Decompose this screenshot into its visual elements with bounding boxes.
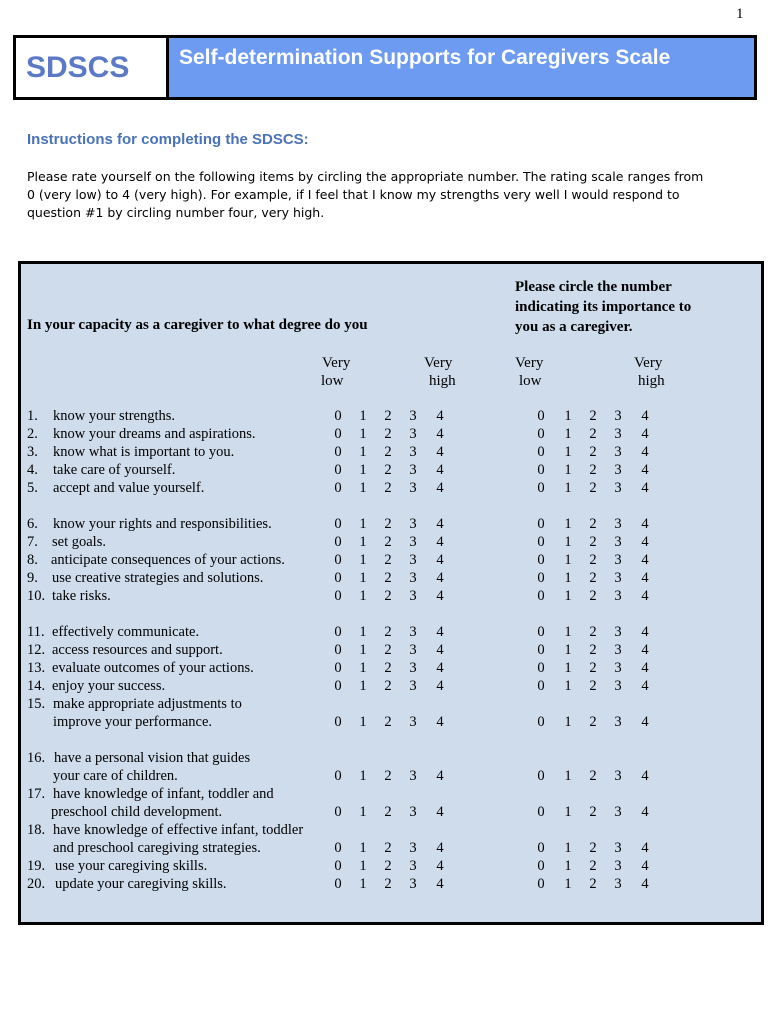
importance-option[interactable]: 2 bbox=[589, 876, 597, 892]
degree-option[interactable]: 1 bbox=[359, 876, 367, 892]
item-text: and preschool caregiving strategies. bbox=[53, 840, 261, 856]
degree-option[interactable]: 3 bbox=[409, 408, 417, 424]
importance-option[interactable]: 1 bbox=[564, 624, 572, 640]
degree-option[interactable]: 2 bbox=[384, 444, 392, 460]
importance-option[interactable]: 1 bbox=[564, 714, 572, 730]
degree-option[interactable]: 4 bbox=[436, 876, 444, 892]
importance-option[interactable]: 0 bbox=[537, 480, 545, 496]
importance-option[interactable]: 1 bbox=[564, 588, 572, 604]
degree-option[interactable]: 4 bbox=[436, 552, 444, 568]
degree-option[interactable]: 3 bbox=[409, 480, 417, 496]
degree-option[interactable]: 0 bbox=[334, 642, 342, 658]
item-number: 13. bbox=[27, 660, 46, 676]
importance-option[interactable]: 1 bbox=[564, 534, 572, 550]
importance-option[interactable]: 3 bbox=[614, 534, 622, 550]
importance-option[interactable]: 2 bbox=[589, 462, 597, 478]
item-text: have knowledge of effective infant, toddler bbox=[53, 822, 304, 838]
item-text: anticipate consequences of your actions. bbox=[51, 552, 285, 568]
item-text: use creative strategies and solutions. bbox=[52, 570, 264, 586]
scale-high-word: high bbox=[429, 373, 456, 389]
degree-option[interactable]: 1 bbox=[359, 804, 367, 820]
degree-option[interactable]: 4 bbox=[436, 678, 444, 694]
degree-option[interactable]: 1 bbox=[359, 714, 367, 730]
item-number: 4. bbox=[27, 462, 38, 478]
importance-option[interactable]: 1 bbox=[564, 570, 572, 586]
importance-option[interactable]: 2 bbox=[589, 408, 597, 424]
importance-option[interactable]: 1 bbox=[564, 678, 572, 694]
importance-option[interactable]: 2 bbox=[589, 678, 597, 694]
importance-option[interactable]: 4 bbox=[641, 678, 649, 694]
item-number: 8. bbox=[27, 552, 38, 568]
importance-option[interactable]: 3 bbox=[614, 570, 622, 586]
instructions-line: question #1 by circling number four, very high. bbox=[27, 205, 325, 220]
scale-low-word: Very bbox=[322, 355, 351, 371]
degree-option[interactable]: 3 bbox=[409, 660, 417, 676]
degree-option[interactable]: 1 bbox=[359, 624, 367, 640]
scale-high-word: Very bbox=[634, 355, 663, 371]
degree-option[interactable]: 3 bbox=[409, 588, 417, 604]
importance-option[interactable]: 0 bbox=[537, 462, 545, 478]
degree-option[interactable]: 2 bbox=[384, 426, 392, 442]
degree-option[interactable]: 4 bbox=[436, 480, 444, 496]
degree-option[interactable]: 1 bbox=[359, 534, 367, 550]
importance-option[interactable]: 0 bbox=[537, 570, 545, 586]
importance-option[interactable]: 0 bbox=[537, 804, 545, 820]
degree-option[interactable]: 2 bbox=[384, 642, 392, 658]
degree-option[interactable]: 1 bbox=[359, 480, 367, 496]
degree-option[interactable]: 1 bbox=[359, 588, 367, 604]
scale-low-word: Very bbox=[515, 355, 544, 371]
degree-option[interactable]: 2 bbox=[384, 570, 392, 586]
degree-option[interactable]: 4 bbox=[436, 516, 444, 532]
degree-option[interactable]: 1 bbox=[359, 444, 367, 460]
degree-option[interactable]: 0 bbox=[334, 444, 342, 460]
header-title: Self-determination Supports for Caregivers Scale bbox=[169, 38, 754, 97]
item-text: know what is important to you. bbox=[53, 444, 235, 460]
degree-option[interactable]: 3 bbox=[409, 462, 417, 478]
importance-option[interactable]: 2 bbox=[589, 588, 597, 604]
importance-option[interactable]: 2 bbox=[589, 444, 597, 460]
importance-option[interactable]: 3 bbox=[614, 678, 622, 694]
importance-option[interactable]: 2 bbox=[589, 714, 597, 730]
importance-option[interactable]: 1 bbox=[564, 552, 572, 568]
degree-option[interactable]: 3 bbox=[409, 534, 417, 550]
importance-option[interactable]: 3 bbox=[614, 624, 622, 640]
importance-option[interactable]: 3 bbox=[614, 516, 622, 532]
degree-option[interactable]: 2 bbox=[384, 804, 392, 820]
item-number: 7. bbox=[27, 534, 38, 550]
item-text: have knowledge of infant, toddler and bbox=[53, 786, 274, 802]
importance-option[interactable]: 3 bbox=[614, 804, 622, 820]
item-number: 15. bbox=[27, 696, 46, 712]
degree-option[interactable]: 1 bbox=[359, 642, 367, 658]
degree-option[interactable]: 4 bbox=[436, 462, 444, 478]
degree-option[interactable]: 2 bbox=[384, 678, 392, 694]
degree-option[interactable]: 4 bbox=[436, 588, 444, 604]
degree-option[interactable]: 2 bbox=[384, 840, 392, 856]
importance-option[interactable]: 1 bbox=[564, 804, 572, 820]
importance-option[interactable]: 2 bbox=[589, 858, 597, 874]
item-text: make appropriate adjustments to bbox=[53, 696, 242, 712]
importance-option[interactable]: 3 bbox=[614, 840, 622, 856]
scale-low-label-degree bbox=[321, 354, 350, 390]
degree-option[interactable]: 3 bbox=[409, 642, 417, 658]
degree-option[interactable]: 0 bbox=[334, 462, 342, 478]
importance-option[interactable]: 4 bbox=[641, 516, 649, 532]
importance-option[interactable]: 4 bbox=[641, 408, 649, 424]
degree-option[interactable]: 0 bbox=[334, 768, 342, 784]
degree-option[interactable]: 0 bbox=[334, 660, 342, 676]
item-text: evaluate outcomes of your actions. bbox=[52, 660, 254, 676]
degree-option[interactable]: 1 bbox=[359, 858, 367, 874]
importance-option[interactable]: 2 bbox=[589, 768, 597, 784]
importance-option[interactable]: 3 bbox=[614, 642, 622, 658]
importance-heading bbox=[515, 277, 691, 337]
item-number: 20. bbox=[27, 876, 46, 892]
degree-option[interactable]: 4 bbox=[436, 660, 444, 676]
importance-option[interactable]: 3 bbox=[614, 714, 622, 730]
scale-low-word: low bbox=[321, 373, 344, 389]
importance-option[interactable]: 3 bbox=[614, 408, 622, 424]
degree-option[interactable]: 0 bbox=[334, 840, 342, 856]
degree-option[interactable]: 2 bbox=[384, 858, 392, 874]
importance-option[interactable]: 1 bbox=[564, 426, 572, 442]
importance-option[interactable]: 0 bbox=[537, 858, 545, 874]
degree-option[interactable]: 1 bbox=[359, 678, 367, 694]
degree-option[interactable]: 2 bbox=[384, 552, 392, 568]
importance-option[interactable]: 1 bbox=[564, 642, 572, 658]
degree-option[interactable]: 3 bbox=[409, 570, 417, 586]
item-number: 3. bbox=[27, 444, 38, 460]
degree-option[interactable]: 1 bbox=[359, 426, 367, 442]
degree-option[interactable]: 4 bbox=[436, 858, 444, 874]
degree-option[interactable]: 1 bbox=[359, 462, 367, 478]
degree-option[interactable]: 4 bbox=[436, 570, 444, 586]
degree-option[interactable]: 1 bbox=[359, 516, 367, 532]
item-text: accept and value yourself. bbox=[53, 480, 205, 496]
degree-option[interactable]: 0 bbox=[334, 516, 342, 532]
degree-option[interactable]: 3 bbox=[409, 858, 417, 874]
degree-option[interactable]: 1 bbox=[359, 768, 367, 784]
item-text: know your dreams and aspirations. bbox=[53, 426, 256, 442]
degree-option[interactable]: 3 bbox=[409, 426, 417, 442]
item-number: 11. bbox=[27, 624, 45, 640]
importance-option[interactable]: 4 bbox=[641, 480, 649, 496]
degree-option[interactable]: 0 bbox=[334, 534, 342, 550]
importance-option[interactable]: 0 bbox=[537, 624, 545, 640]
degree-option[interactable]: 3 bbox=[409, 678, 417, 694]
degree-option[interactable]: 0 bbox=[334, 714, 342, 730]
importance-option[interactable]: 2 bbox=[589, 534, 597, 550]
importance-option[interactable]: 0 bbox=[537, 768, 545, 784]
importance-option[interactable]: 0 bbox=[537, 444, 545, 460]
degree-option[interactable]: 4 bbox=[436, 534, 444, 550]
scale-high-label-importance bbox=[634, 354, 665, 390]
degree-option[interactable]: 4 bbox=[436, 840, 444, 856]
importance-option[interactable]: 2 bbox=[589, 642, 597, 658]
importance-option[interactable]: 4 bbox=[641, 858, 649, 874]
importance-option[interactable]: 2 bbox=[589, 840, 597, 856]
item-text: know your rights and responsibilities. bbox=[53, 516, 272, 532]
importance-option[interactable]: 2 bbox=[589, 624, 597, 640]
degree-option[interactable]: 0 bbox=[334, 588, 342, 604]
importance-option[interactable]: 0 bbox=[537, 516, 545, 532]
importance-option[interactable]: 2 bbox=[589, 660, 597, 676]
importance-option[interactable]: 1 bbox=[564, 408, 572, 424]
degree-option[interactable]: 4 bbox=[436, 804, 444, 820]
scale-high-word: high bbox=[638, 373, 665, 389]
degree-option[interactable]: 3 bbox=[409, 516, 417, 532]
degree-option[interactable]: 3 bbox=[409, 552, 417, 568]
item-number: 19. bbox=[27, 858, 46, 874]
degree-option[interactable]: 0 bbox=[334, 804, 342, 820]
importance-option[interactable]: 4 bbox=[641, 570, 649, 586]
item-text: effectively communicate. bbox=[52, 624, 200, 640]
degree-option[interactable]: 2 bbox=[384, 588, 392, 604]
importance-option[interactable]: 1 bbox=[564, 462, 572, 478]
importance-option[interactable]: 2 bbox=[589, 804, 597, 820]
importance-option[interactable]: 1 bbox=[564, 840, 572, 856]
instructions-line: 0 (very low) to 4 (very high). For example, if I feel that I know my strengths very well I would respond to bbox=[27, 187, 680, 202]
degree-option[interactable]: 0 bbox=[334, 480, 342, 496]
item-number: 12. bbox=[27, 642, 46, 658]
importance-option[interactable]: 0 bbox=[537, 552, 545, 568]
importance-option[interactable]: 4 bbox=[641, 624, 649, 640]
importance-option[interactable]: 0 bbox=[537, 408, 545, 424]
item-number: 5. bbox=[27, 480, 38, 496]
item-number: 9. bbox=[27, 570, 38, 586]
importance-option[interactable]: 4 bbox=[641, 462, 649, 478]
degree-option[interactable]: 3 bbox=[409, 444, 417, 460]
degree-option[interactable]: 2 bbox=[384, 462, 392, 478]
importance-option[interactable]: 2 bbox=[589, 552, 597, 568]
item-text: have a personal vision that guides bbox=[54, 750, 251, 766]
degree-option[interactable]: 2 bbox=[384, 714, 392, 730]
degree-option[interactable]: 4 bbox=[436, 768, 444, 784]
importance-option[interactable]: 1 bbox=[564, 768, 572, 784]
item-number: 17. bbox=[27, 786, 46, 802]
item-text: use your caregiving skills. bbox=[55, 858, 208, 874]
item-number: 18. bbox=[27, 822, 46, 838]
degree-option[interactable]: 0 bbox=[334, 678, 342, 694]
item-text: your care of children. bbox=[53, 768, 178, 784]
importance-option[interactable]: 4 bbox=[641, 876, 649, 892]
degree-option[interactable]: 4 bbox=[436, 714, 444, 730]
degree-option[interactable]: 0 bbox=[334, 408, 342, 424]
item-text: preschool child development. bbox=[51, 804, 223, 820]
scale-high-word: Very bbox=[424, 355, 453, 371]
degree-option[interactable]: 1 bbox=[359, 408, 367, 424]
importance-option[interactable]: 3 bbox=[614, 480, 622, 496]
importance-option[interactable]: 4 bbox=[641, 642, 649, 658]
item-text: update your caregiving skills. bbox=[55, 876, 227, 892]
importance-option[interactable]: 2 bbox=[589, 570, 597, 586]
degree-option[interactable]: 3 bbox=[409, 876, 417, 892]
item-text: access resources and support. bbox=[52, 642, 223, 658]
importance-heading-line: indicating its importance to bbox=[515, 299, 692, 315]
importance-option[interactable]: 0 bbox=[537, 714, 545, 730]
importance-option[interactable]: 1 bbox=[564, 660, 572, 676]
importance-option[interactable]: 0 bbox=[537, 876, 545, 892]
importance-option[interactable]: 3 bbox=[614, 426, 622, 442]
importance-option[interactable]: 3 bbox=[614, 876, 622, 892]
degree-option[interactable]: 3 bbox=[409, 714, 417, 730]
degree-option[interactable]: 4 bbox=[436, 642, 444, 658]
item-number: 14. bbox=[27, 678, 46, 694]
item-text: take risks. bbox=[52, 588, 111, 604]
degree-option[interactable]: 2 bbox=[384, 480, 392, 496]
importance-option[interactable]: 4 bbox=[641, 768, 649, 784]
importance-heading-line: you as a caregiver. bbox=[515, 319, 633, 335]
importance-option[interactable]: 2 bbox=[589, 516, 597, 532]
degree-option[interactable]: 2 bbox=[384, 876, 392, 892]
degree-option[interactable]: 1 bbox=[359, 552, 367, 568]
instructions-line: Please rate yourself on the following items by circling the appropriate number. The rating scale ranges from bbox=[27, 169, 704, 184]
importance-option[interactable]: 2 bbox=[589, 426, 597, 442]
instructions-text bbox=[27, 168, 727, 222]
importance-heading-line: Please circle the number bbox=[515, 279, 672, 295]
importance-option[interactable]: 4 bbox=[641, 804, 649, 820]
importance-option[interactable]: 3 bbox=[614, 660, 622, 676]
item-text: take care of yourself. bbox=[53, 462, 176, 478]
importance-option[interactable]: 4 bbox=[641, 588, 649, 604]
importance-option[interactable]: 3 bbox=[614, 588, 622, 604]
degree-option[interactable]: 2 bbox=[384, 660, 392, 676]
importance-option[interactable]: 0 bbox=[537, 534, 545, 550]
header-acronym: SDSCS bbox=[16, 38, 169, 97]
importance-option[interactable]: 4 bbox=[641, 552, 649, 568]
degree-option[interactable]: 4 bbox=[436, 408, 444, 424]
degree-option[interactable]: 2 bbox=[384, 534, 392, 550]
importance-option[interactable]: 1 bbox=[564, 480, 572, 496]
degree-option[interactable]: 2 bbox=[384, 408, 392, 424]
importance-option[interactable]: 1 bbox=[564, 516, 572, 532]
scale-high-label-degree bbox=[424, 354, 456, 390]
importance-option[interactable]: 3 bbox=[614, 444, 622, 460]
importance-option[interactable]: 4 bbox=[641, 660, 649, 676]
importance-option[interactable]: 3 bbox=[614, 768, 622, 784]
item-number: 16. bbox=[27, 750, 46, 766]
degree-option[interactable]: 4 bbox=[436, 624, 444, 640]
degree-option[interactable]: 3 bbox=[409, 840, 417, 856]
degree-option[interactable]: 0 bbox=[334, 876, 342, 892]
degree-option[interactable]: 2 bbox=[384, 768, 392, 784]
importance-option[interactable]: 4 bbox=[641, 444, 649, 460]
item-text: know your strengths. bbox=[53, 408, 176, 424]
header-box bbox=[13, 35, 757, 100]
item-text: improve your performance. bbox=[53, 714, 213, 730]
importance-option[interactable]: 4 bbox=[641, 840, 649, 856]
importance-option[interactable]: 1 bbox=[564, 858, 572, 874]
importance-option[interactable]: 0 bbox=[537, 660, 545, 676]
degree-option[interactable]: 4 bbox=[436, 444, 444, 460]
degree-option[interactable]: 3 bbox=[409, 804, 417, 820]
importance-option[interactable]: 3 bbox=[614, 552, 622, 568]
item-text: set goals. bbox=[52, 534, 106, 550]
degree-option[interactable]: 0 bbox=[334, 426, 342, 442]
degree-option[interactable]: 0 bbox=[334, 552, 342, 568]
item-text: enjoy your success. bbox=[52, 678, 166, 694]
item-number: 1. bbox=[27, 408, 38, 424]
importance-option[interactable]: 4 bbox=[641, 534, 649, 550]
degree-option[interactable]: 0 bbox=[334, 858, 342, 874]
question-heading: In your capacity as a caregiver to what degree do you bbox=[27, 317, 368, 333]
importance-option[interactable]: 1 bbox=[564, 876, 572, 892]
degree-option[interactable]: 1 bbox=[359, 840, 367, 856]
degree-option[interactable]: 1 bbox=[359, 570, 367, 586]
scale-low-word: low bbox=[519, 373, 542, 389]
degree-option[interactable]: 0 bbox=[334, 624, 342, 640]
degree-option[interactable]: 4 bbox=[436, 426, 444, 442]
importance-option[interactable]: 0 bbox=[537, 678, 545, 694]
degree-option[interactable]: 3 bbox=[409, 624, 417, 640]
importance-option[interactable]: 4 bbox=[641, 426, 649, 442]
item-number: 6. bbox=[27, 516, 38, 532]
degree-option[interactable]: 2 bbox=[384, 624, 392, 640]
importance-option[interactable]: 4 bbox=[641, 714, 649, 730]
importance-option[interactable]: 1 bbox=[564, 444, 572, 460]
scale-low-label-importance bbox=[515, 354, 543, 390]
item-number: 2. bbox=[27, 426, 38, 442]
degree-option[interactable]: 0 bbox=[334, 570, 342, 586]
degree-option[interactable]: 1 bbox=[359, 660, 367, 676]
item-number: 10. bbox=[27, 588, 46, 604]
importance-option[interactable]: 2 bbox=[589, 480, 597, 496]
importance-option[interactable]: 0 bbox=[537, 642, 545, 658]
importance-option[interactable]: 3 bbox=[614, 462, 622, 478]
instructions-heading: Instructions for completing the SDSCS: bbox=[27, 131, 309, 148]
importance-option[interactable]: 0 bbox=[537, 588, 545, 604]
degree-option[interactable]: 3 bbox=[409, 768, 417, 784]
page-number: 1 bbox=[736, 6, 744, 22]
importance-option[interactable]: 0 bbox=[537, 426, 545, 442]
importance-option[interactable]: 0 bbox=[537, 840, 545, 856]
importance-option[interactable]: 3 bbox=[614, 858, 622, 874]
degree-option[interactable]: 2 bbox=[384, 516, 392, 532]
